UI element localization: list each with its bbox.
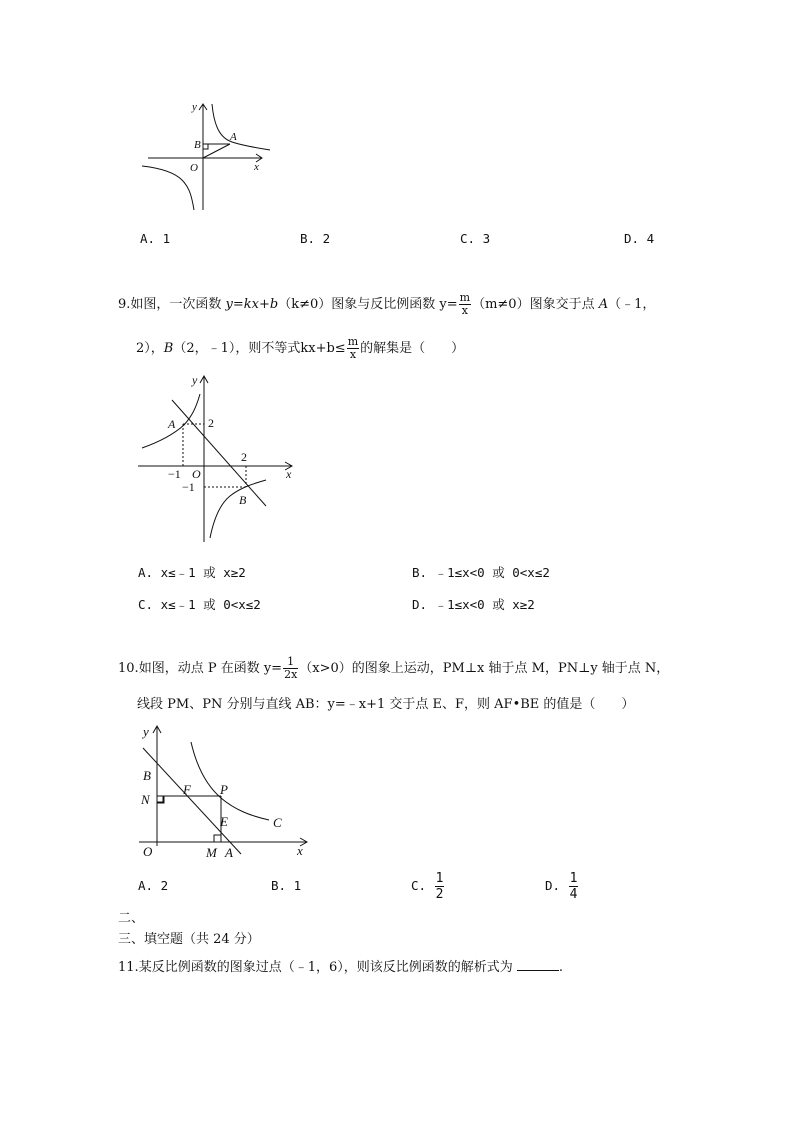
q8-curve-q3 (142, 166, 194, 210)
q10-stem-line1 (118, 656, 669, 681)
q8-label-A: A (230, 131, 237, 143)
q9-tick-neg1-x: −1 (168, 467, 181, 481)
q10-label-N: N (141, 792, 150, 807)
q10-label-M: M (206, 845, 217, 860)
q10-label-C: C (273, 815, 282, 830)
q9-text-5: 2）， (136, 341, 164, 356)
q9-text-3: （m≠0）图象交于点 (472, 297, 599, 312)
q10-graph (135, 722, 315, 862)
q10-frac-den: 2x (284, 668, 298, 681)
q10-label-A: A (225, 845, 233, 860)
q8-option-c[interactable]: C. 3 (460, 231, 491, 246)
q10-right-angle-M-box (214, 835, 221, 842)
q9-frac1-num: m (459, 291, 471, 304)
q10-option-c[interactable] (411, 871, 445, 902)
q8-curve-q1 (212, 104, 270, 150)
q8-label-y: y (192, 101, 197, 113)
q8-graph (140, 98, 275, 218)
q10-label-y: y (143, 724, 149, 739)
q10-label-P: P (220, 782, 228, 797)
q9-text-7: 的解集是（ ） (360, 341, 465, 356)
q9-frac1-den: x (461, 304, 468, 317)
q10-stem-line2 (137, 697, 634, 713)
q9-graph (134, 370, 304, 545)
q10-label-B: B (143, 768, 151, 783)
q9-tick-2-x: 2 (241, 450, 247, 464)
q9-point-A: A (598, 297, 609, 312)
q9-label-B: B (239, 493, 247, 507)
q9-tick-neg1-y: −1 (182, 480, 195, 494)
q11-text: 某反比例函数的图象过点（﹣1，6），则该反比例函数的解析式为 (138, 960, 513, 975)
q9-text-6: （2，﹣1），则不等式kx+b≤ (173, 341, 346, 356)
q9-label-x: x (286, 467, 292, 481)
q8-segment-OA (203, 144, 230, 158)
q11-answer-blank[interactable] (517, 958, 559, 971)
q10-label-x: x (297, 843, 303, 858)
q9-fraction-2 (347, 336, 359, 361)
q8-option-b[interactable]: B. 2 (300, 231, 331, 246)
q9-stem-line1 (118, 292, 655, 317)
q9-text-4: （﹣1， (608, 297, 656, 312)
q11-number: 11. (118, 960, 139, 975)
q10-curve-C (191, 742, 269, 820)
q10-text-2: （x>0）的图象上运动，PM⊥x 轴于点 M，PN⊥y 轴于点 N， (299, 661, 670, 676)
q8-option-a[interactable]: A. 1 (140, 231, 171, 246)
q10-option-a[interactable]: A. 2 (138, 878, 169, 893)
q9-option-c[interactable]: C. x≤﹣1 或 0<x≤2 (138, 597, 261, 612)
q9-option-b[interactable]: B. ﹣1≤x<0 或 0<x≤2 (412, 565, 550, 580)
q9-frac2-num: m (347, 335, 359, 348)
q10-text-3: 线段 PM、PN 分别与直线 AB：y=﹣x+1 交于点 E、F，则 AF•BE 的值是（ ） (137, 697, 635, 712)
q10-option-c-den: 2 (435, 887, 444, 902)
q8-label-B: B (194, 139, 201, 151)
q11-end: . (558, 960, 564, 975)
q8-right-angle (203, 144, 208, 149)
q8-option-d[interactable]: D. 4 (624, 231, 655, 246)
q9-text-1: 如图，一次函数 (130, 297, 226, 312)
q8-label-x: x (254, 161, 259, 173)
q10-right-angle-N (157, 796, 163, 802)
section-two-heading: 二、 (118, 911, 145, 926)
q9-number: 9. (118, 297, 131, 312)
q10-text-1: 如图，动点 P 在函数 y= (138, 661, 283, 676)
q8-label-O: O (190, 162, 198, 174)
q10-label-F: F (183, 782, 191, 797)
q10-option-c-fraction (435, 871, 445, 902)
q9-point-B: B (163, 341, 174, 356)
q10-label-E: E (220, 814, 228, 829)
q11-stem (118, 958, 563, 976)
q9-option-d[interactable]: D. ﹣1≤x<0 或 x≥2 (412, 597, 535, 612)
q9-frac2-den: x (349, 348, 357, 361)
q9-option-a[interactable]: A. x≤﹣1 或 x≥2 (138, 565, 246, 580)
q10-option-d-label: D. (545, 878, 561, 893)
q10-option-d-num: 1 (569, 871, 578, 886)
q10-label-O: O (143, 844, 153, 859)
q9-fraction-1 (459, 292, 471, 317)
q10-option-d[interactable] (545, 871, 579, 902)
q10-option-c-num: 1 (435, 871, 444, 886)
q9-label-A: A (168, 417, 176, 431)
q10-option-b[interactable]: B. 1 (271, 878, 302, 893)
q10-line-AB (143, 748, 241, 854)
q9-eq-linear: y=kx+b (225, 297, 279, 312)
q10-frac-num: 1 (283, 656, 298, 669)
q9-label-O: O (192, 467, 201, 481)
q10-fraction (283, 656, 298, 681)
q9-label-y: y (192, 373, 198, 387)
q9-stem-line2 (136, 336, 464, 361)
section-three-heading: 三、填空题（共 24 分） (118, 932, 260, 947)
q10-number: 10. (118, 661, 139, 676)
q10-option-c-label: C. (411, 878, 427, 893)
q9-curve-q4 (210, 480, 266, 538)
q10-option-d-den: 4 (569, 887, 578, 902)
q10-option-d-fraction (569, 871, 579, 902)
q9-tick-2-y: 2 (208, 416, 214, 430)
q9-text-2: （k≠0）图象与反比例函数 y= (278, 297, 458, 312)
